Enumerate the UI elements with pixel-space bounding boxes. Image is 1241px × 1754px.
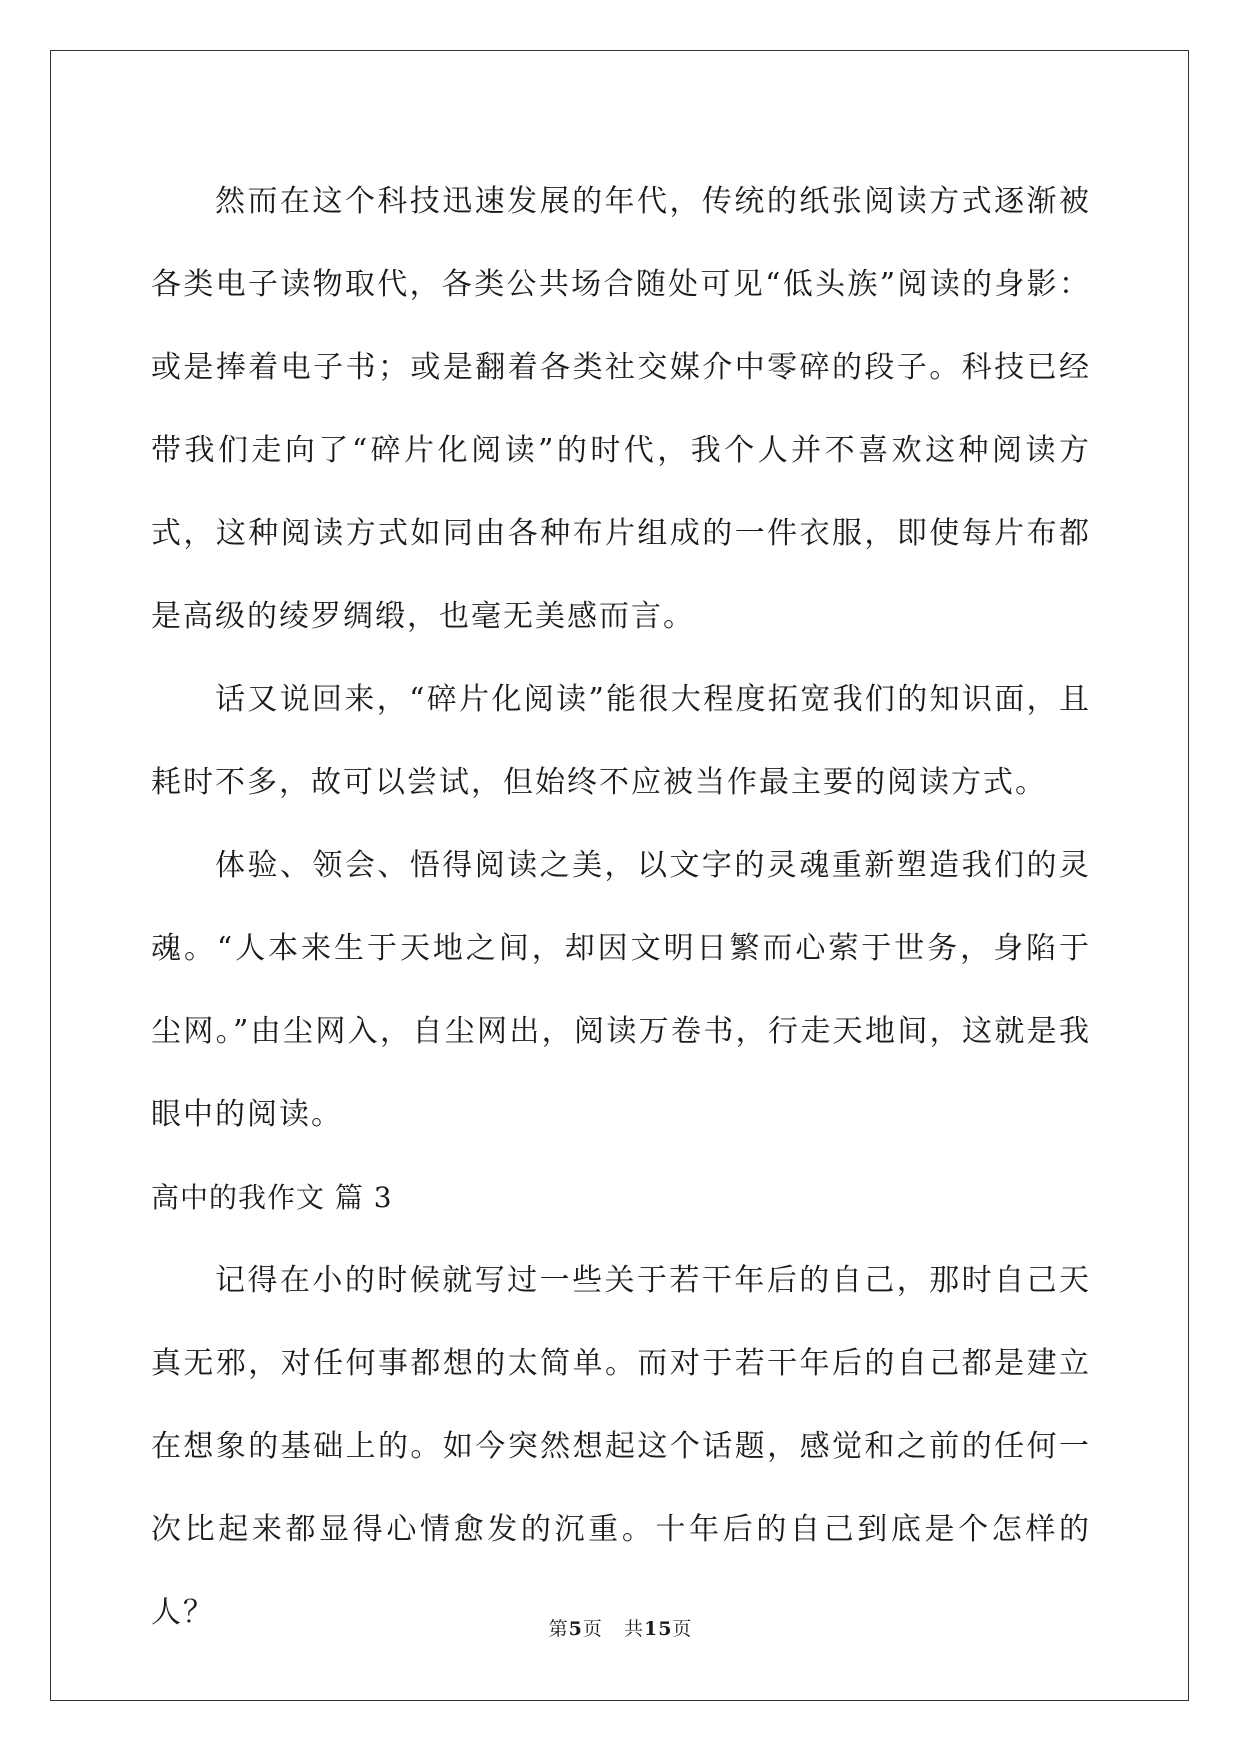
document-body [151, 160, 1091, 1654]
total-pages-number: 15 [643, 1618, 673, 1640]
footer-page-unit: 页 [582, 1618, 603, 1640]
paragraph-section-opening: 记得在小的时候就写过一些关于若干年后的自己，那时自己天真无邪，对任何事都想的太简单。而对于若干年后的自己都是建立在想象的基础上的。如今突然想起这个话题，感觉和之前的任何一次比起来都显得心情愈发的沉重。十年后的自己到底是个怎样的人？ [151, 1263, 1091, 1630]
footer-total-prefix: 共 [623, 1618, 644, 1640]
paragraph-fragmented-reading: 然而在这个科技迅速发展的年代，传统的纸张阅读方式逐渐被各类电子读物取代，各类公共场合随处可见“低头族”阅读的身影：或是捧着电子书；或是翻着各类社交媒介中零碎的段子。科技已经带我们走向了“碎片化阅读”的时代，我个人并不喜欢这种阅读方式，这种阅读方式如同由各种布片组成的一件衣服，即使每片布都是高级的绫罗绸缎，也毫无美感而言。 [151, 184, 1091, 634]
footer-total-unit: 页 [672, 1618, 693, 1640]
current-page-number: 5 [568, 1618, 583, 1640]
page-footer [0, 1616, 1241, 1642]
paragraph-conclusion: 体验、领会、悟得阅读之美，以文字的灵魂重新塑造我们的灵魂。“人本来生于天地之间，却因文明日繁而心萦于世务，身陷于尘网。”由尘网入，自尘网出，阅读万卷书，行走天地间，这就是我眼中的阅读。 [151, 848, 1091, 1132]
section-heading: 高中的我作文 篇 3 [151, 1181, 393, 1214]
paragraph-counterpoint: 话又说回来，“碎片化阅读”能很大程度拓宽我们的知识面，且耗时不多，故可以尝试，但始终不应被当作最主要的阅读方式。 [151, 682, 1091, 800]
footer-prefix: 第 [548, 1618, 569, 1640]
